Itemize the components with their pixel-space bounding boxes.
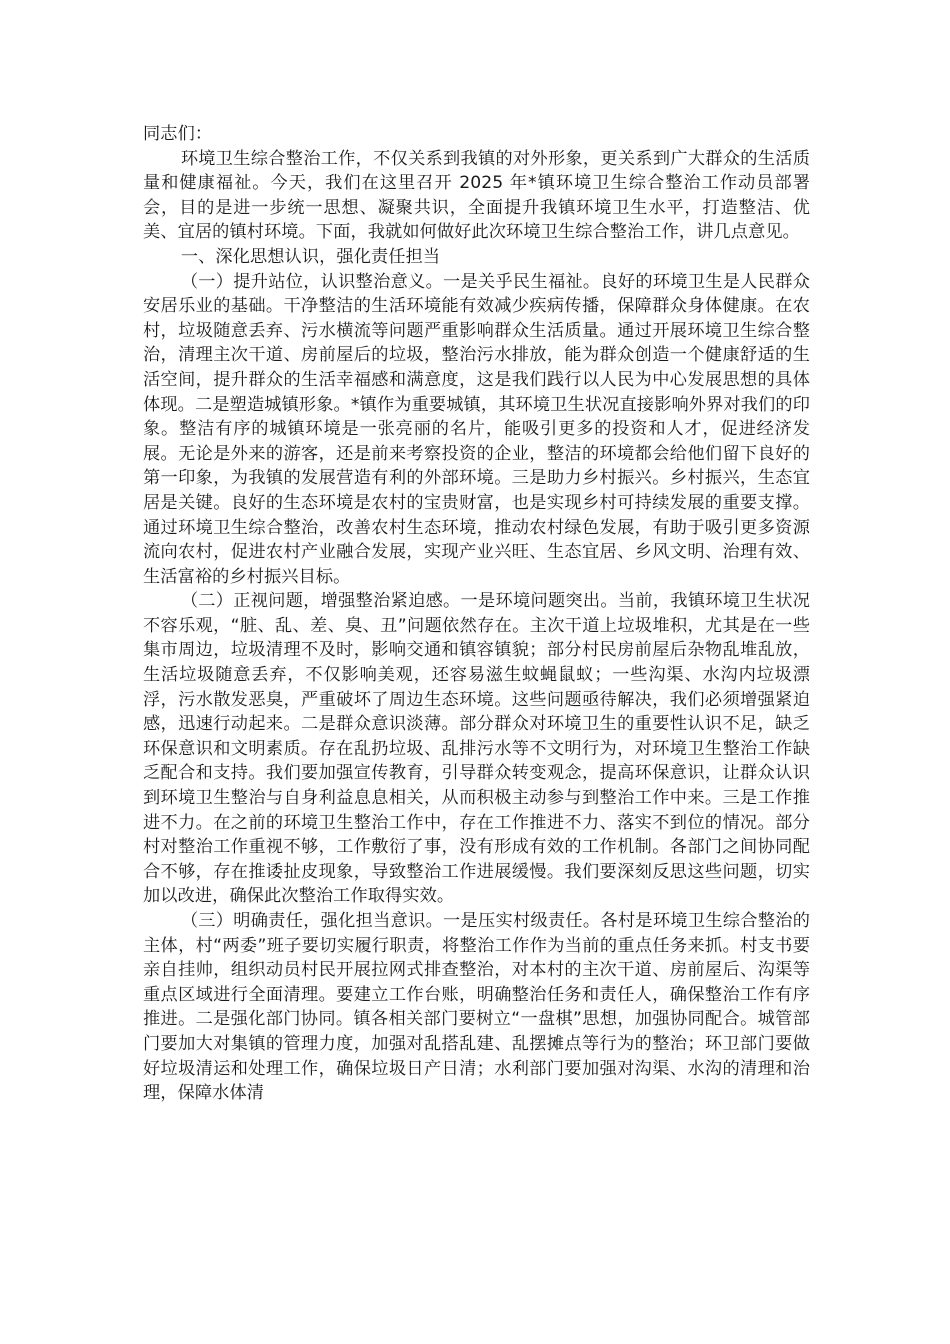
body-paragraph: （三）明确责任，强化担当意识。一是压实村级责任。各村是环境卫生综合整治的主体，村“两委”班子要切实履行职责，将整治工作作为当前的重点任务来抓。村支书要亲自挂帅，组织动员村民开展拉网式排查整治，对本村的主次干道、房前屋后、沟渠等重点区域进行全面清理。要建立工作台账，明确整治任务和责任人，确保整治工作有序推进。二是强化部门协同。镇各相关部门要树立“一盘棋”思想，加强协同配合。城管部门要加大对集镇的管理力度，加强对乱搭乱建、乱摆摊点等行为的整治；环卫部门要做好垃圾清运和处理工作，确保垃圾日产日清；水利部门要加强对沟渠、水沟的清理和治理，保障水体清 (143, 911, 810, 1104)
document-page (143, 122, 810, 1106)
intro-paragraph: 环境卫生综合整治工作，不仅关系到我镇的对外形象，更关系到广大群众的生活质量和健康福祉。今天，我们在这里召开 2025 年*镇环境卫生综合整治工作动员部署会，目的是进一步统一思想、凝聚共识，全面提升我镇环境卫生水平，打造整洁、优美、宜居的镇村环境。下面，我就如何做好此次环境卫生综合整治工作，讲几点意见。 (143, 148, 810, 243)
body-paragraph: （二）正视问题，增强整治紧迫感。一是环境问题突出。当前，我镇环境卫生状况不容乐观，“脏、乱、差、臭、丑”问题依然存在。主次干道上垃圾堆积，尤其是在一些集市周边，垃圾清理不及时，影响交通和镇容镇貌；部分村民房前屋后杂物乱堆乱放，生活垃圾随意丢弃，不仅影响美观，还容易滋生蚊蝇鼠蚁；一些沟渠、水沟内垃圾漂浮，污水散发恶臭，严重破坏了周边生态环境。这些问题亟待解决，我们必须增强紧迫感，迅速行动起来。二是群众意识淡薄。部分群众对环境卫生的重要性认识不足，缺乏环保意识和文明素质。存在乱扔垃圾、乱排污水等不文明行为，对环境卫生整治工作缺乏配合和支持。我们要加强宣传教育，引导群众转变观念，提高环保意识，让群众认识到环境卫生整治与自身利益息息相关，从而积极主动参与到整治工作中来。三是工作推进不力。在之前的环境卫生整治工作中，存在工作推进不力、落实不到位的情况。部分村对整治工作重视不够，工作敷衍了事，没有形成有效的工作机制。各部门之间协同配合不够，存在推诿扯皮现象，导致整治工作进展缓慢。我们要深刻反思这些问题，切实加以改进，确保此次整治工作取得实效。 (143, 591, 810, 907)
section-heading: 一、深化思想认识，强化责任担当 (180, 246, 441, 267)
body-paragraph: （一）提升站位，认识整治意义。一是关乎民生福祉。良好的环境卫生是人民群众安居乐业的基础。干净整洁的生活环境能有效减少疾病传播，保障群众身体健康。在农村，垃圾随意丢弃、污水横流等问题严重影响群众生活质量。通过开展环境卫生综合整治，清理主次干道、房前屋后的垃圾，整治污水排放，能为群众创造一个健康舒适的生活空间，提升群众的生活幸福感和满意度，这是我们践行以人民为中心发展思想的具体体现。二是塑造城镇形象。*镇作为重要城镇，其环境卫生状况直接影响外界对我们的印象。整洁有序的城镇环境是一张亮丽的名片，能吸引更多的投资和人才，促进经济发展。无论是外来的游客，还是前来考察投资的企业，整洁的环境都会给他们留下良好的第一印象，为我镇的发展营造有利的外部环境。三是助力乡村振兴。乡村振兴，生态宜居是关键。良好的生态环境是农村的宝贵财富，也是实现乡村可持续发展的重要支撑。通过环境卫生综合整治，改善农村生态环境，推动农村绿色发展，有助于吸引更多资源流向农村，促进农村产业融合发展，实现产业兴旺、生态宜居、乡风文明、治理有效、生活富裕的乡村振兴目标。 (143, 271, 810, 587)
salutation: 同志们： (143, 124, 213, 144)
